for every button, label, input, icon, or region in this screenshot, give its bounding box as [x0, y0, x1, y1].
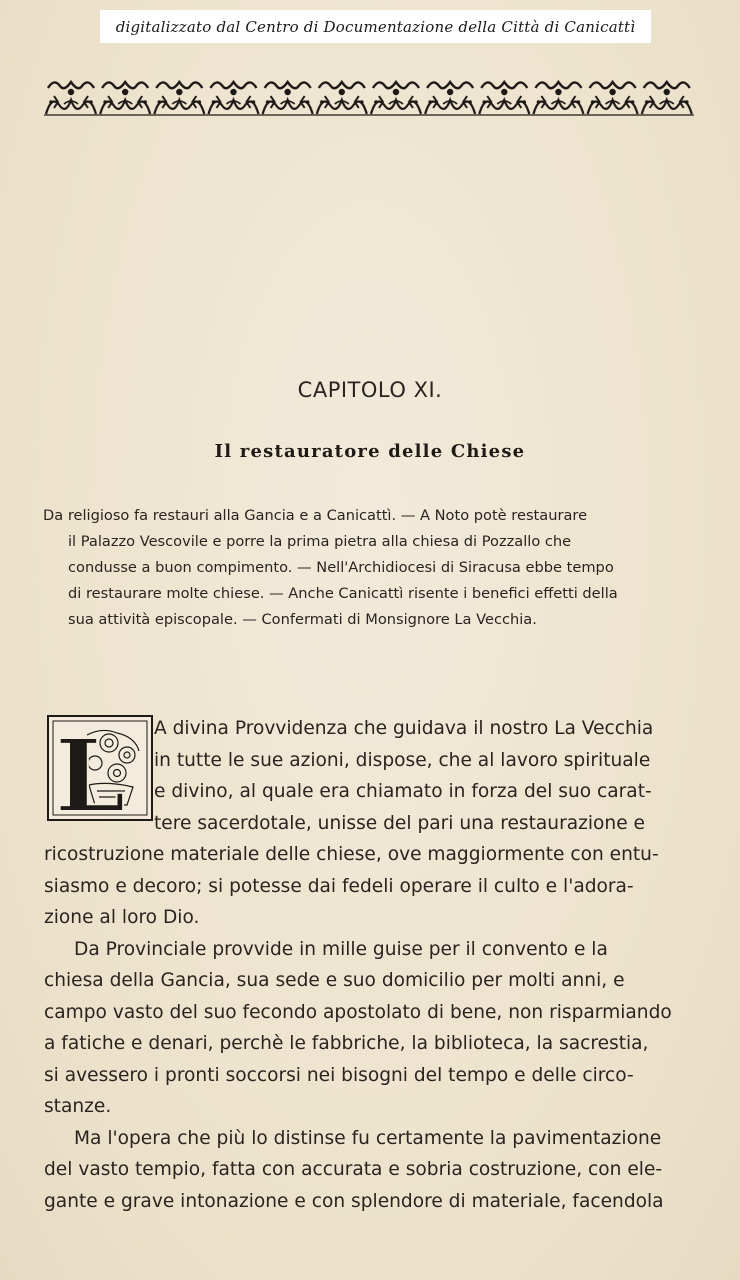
body-line: chiesa della Gancia, sua sede e suo domicilio per molti anni, e — [44, 970, 625, 991]
body-line: stanze. — [44, 1096, 112, 1117]
body-text — [44, 713, 699, 1217]
chapter-summary — [43, 503, 701, 633]
summary-line: sua attività episcopale. — Confermati di Monsignore La Vecchia. — [68, 611, 537, 628]
body-line: A divina Provvidenza che guidava il nostro La Vecchia — [154, 718, 654, 739]
decorative-header-border — [44, 76, 694, 116]
body-line: zione al loro Dio. — [44, 907, 200, 928]
summary-line: di restaurare molte chiese. — Anche Canicattì risente i benefici effetti della — [68, 585, 618, 602]
body-line: Ma l'opera che più lo distinse fu certamente la pavimentazione — [74, 1127, 662, 1149]
body-line: si avessero i pronti soccorsi nei bisogni del tempo e delle circo- — [44, 1064, 634, 1086]
body-line: gante e grave intonazione e con splendore di materiale, facendola — [44, 1190, 664, 1212]
digitization-watermark: digitalizzato dal Centro di Documentazione della Città di Canicattì — [100, 10, 651, 43]
chapter-heading: CAPITOLO XI. — [297, 378, 443, 402]
body-line: Da Provinciale provvide in mille guise per il convento e la — [74, 938, 608, 960]
chapter-title: Il restauratore delle Chiese — [214, 441, 526, 462]
body-line: a fatiche e denari, perchè le fabbriche, la biblioteca, la sacrestia, — [44, 1033, 649, 1054]
body-line: e divino, al quale era chiamato in forza del suo carat- — [154, 781, 652, 802]
body-line: del vasto tempio, fatta con accurata e sobria costruzione, con ele- — [44, 1159, 663, 1180]
summary-line: condusse a buon compimento. — Nell'Archidiocesi di Siracusa ebbe tempo — [68, 559, 614, 576]
summary-line: Da religioso fa restauri alla Gancia e a Canicattì. — A Noto potè restaurare — [43, 507, 588, 524]
body-line: campo vasto del suo fecondo apostolato di bene, non risparmiando — [44, 1001, 672, 1023]
body-line: tere sacerdotale, unisse del pari una restaurazione e — [154, 812, 645, 834]
summary-line: il Palazzo Vescovile e porre la prima pietra alla chiesa di Pozzallo che — [68, 533, 572, 550]
body-line: ricostruzione materiale delle chiese, ove maggiormente con entu- — [44, 844, 659, 865]
drop-cap-letter: L — [55, 717, 126, 821]
body-line: siasmo e decoro; si potesse dai fedeli operare il culto e l'adora- — [44, 875, 634, 897]
body-line: in tutte le sue azioni, dispose, che al lavoro spirituale — [154, 749, 651, 771]
